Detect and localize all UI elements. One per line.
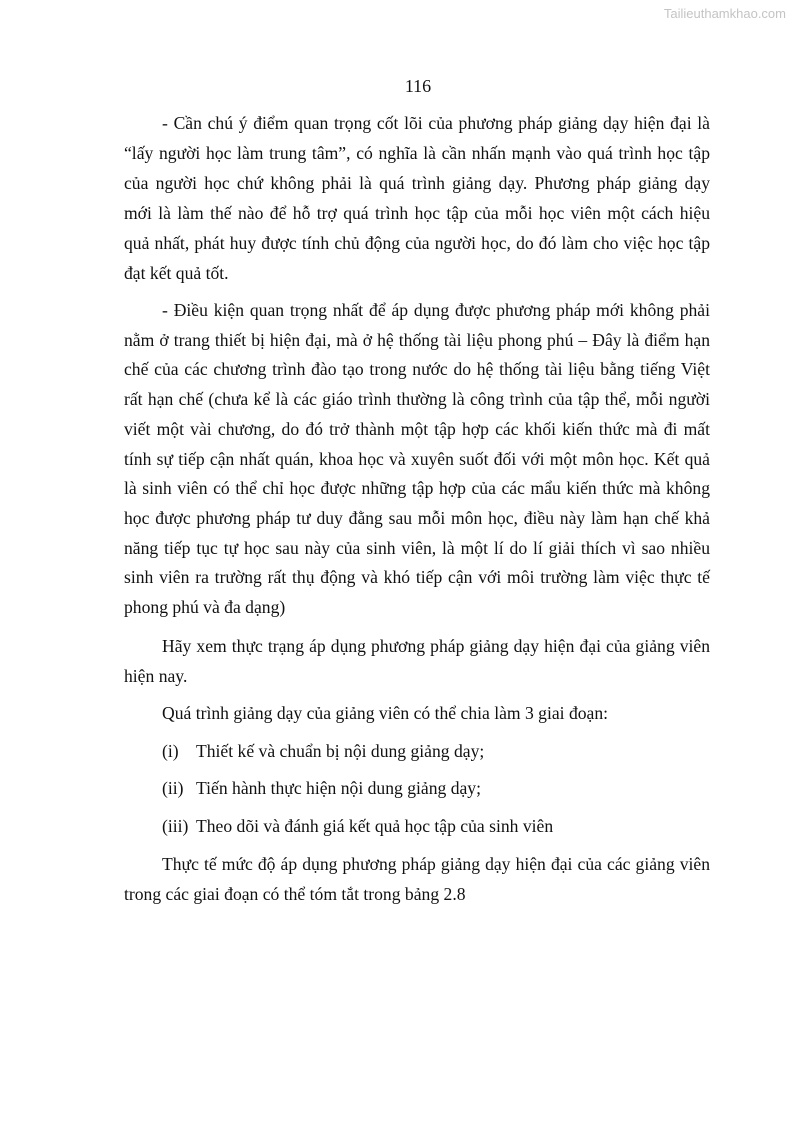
list-item (162, 777, 481, 799)
paragraph-1-line: đạt kết quả tốt. (124, 263, 229, 283)
paragraph-4-line: Quá trình giảng dạy của giảng viên có thể chia làm 3 giai đoạn: (162, 703, 609, 723)
closing-paragraph-line: Thực tế mức độ áp dụng phương pháp giảng dạy hiện đại của các giảng viên (162, 854, 710, 874)
paragraph-2-line: rất hạn chế (chưa kể là các giáo trình thường là công trình của tập thể, mỗi người (124, 389, 710, 410)
paragraph-3-line: hiện nay. (124, 666, 188, 686)
closing-paragraph-line: trong các giai đoạn có thể tóm tắt trong bảng 2.8 (124, 883, 466, 904)
paragraph-2-line: - Điều kiện quan trọng nhất để áp dụng được phương pháp mới không phải (162, 300, 710, 320)
paragraph-2-line: viết một vài chương, do đó trở thành một tập hợp các khối kiến thức mà đi mất (124, 418, 710, 439)
paragraph-2-line: là sinh viên có thể chỉ học được những tập hợp của các mẩu kiến thức mà không (124, 478, 710, 499)
watermark: Tailieuthamkhao.com (663, 6, 786, 21)
paragraph-2-line: phong phú và đa dạng) (124, 597, 286, 617)
paragraph-2-line: sinh viên ra trường rất thụ động và khó tiếp cận với môi trường làm việc thực tế (124, 567, 710, 588)
paragraph-1-line: mới là làm thế nào để hỗ trợ quá trình học tập của mỗi học viên một cách hiệu (124, 203, 710, 223)
list-item (162, 815, 553, 837)
paragraph-1-line: “lấy người học làm trung tâm”, có nghĩa là cần nhấn mạnh vào quá trình học tập (124, 143, 710, 163)
list-item-number: (iii) (162, 816, 189, 836)
paragraph-2-line: năng tiếp tục tự học sau này của sinh viên, là một lí do lí giải thích vì sao nhiều (124, 537, 710, 558)
paragraph-1-line: quả nhất, phát huy được tính chủ động của người học, do đó làm cho việc học tập (124, 233, 710, 253)
paragraph-2-line: chế của các chương trình đào tạo trong nước do hệ thống tài liệu bằng tiếng Việt (124, 359, 710, 380)
paragraph-3-line: Hãy xem thực trạng áp dụng phương pháp giảng dạy hiện đại của giảng viên (162, 636, 710, 656)
paragraph-2-line: nằm ở trang thiết bị hiện đại, mà ở hệ thống tài liệu phong phú – Đây là điểm hạn (124, 329, 710, 350)
list-item-text: Tiến hành thực hiện nội dung giảng dạy; (196, 778, 481, 798)
paragraph-2-line: học được phương pháp tư duy đằng sau mỗi môn học, điều này làm hạn chế khả (124, 507, 710, 528)
list-item-number: (ii) (162, 778, 184, 798)
list-item (162, 740, 484, 762)
paragraph-2-line: tính sự tiếp cận nhất quán, khoa học và xuyên suốt đối với một môn học. Kết quả (124, 448, 710, 469)
paragraph-1-line: - Cần chú ý điểm quan trọng cốt lõi của phương pháp giảng dạy hiện đại là (162, 113, 710, 133)
page-number: 116 (404, 76, 432, 96)
list-item-text: Theo dõi và đánh giá kết quả học tập của sinh viên (196, 816, 554, 836)
list-item-text: Thiết kế và chuẩn bị nội dung giảng dạy; (196, 741, 485, 761)
list-item-number: (i) (162, 741, 179, 761)
paragraph-1-line: của người học chứ không phải là quá trình giảng dạy. Phương pháp giảng dạy (124, 173, 710, 193)
